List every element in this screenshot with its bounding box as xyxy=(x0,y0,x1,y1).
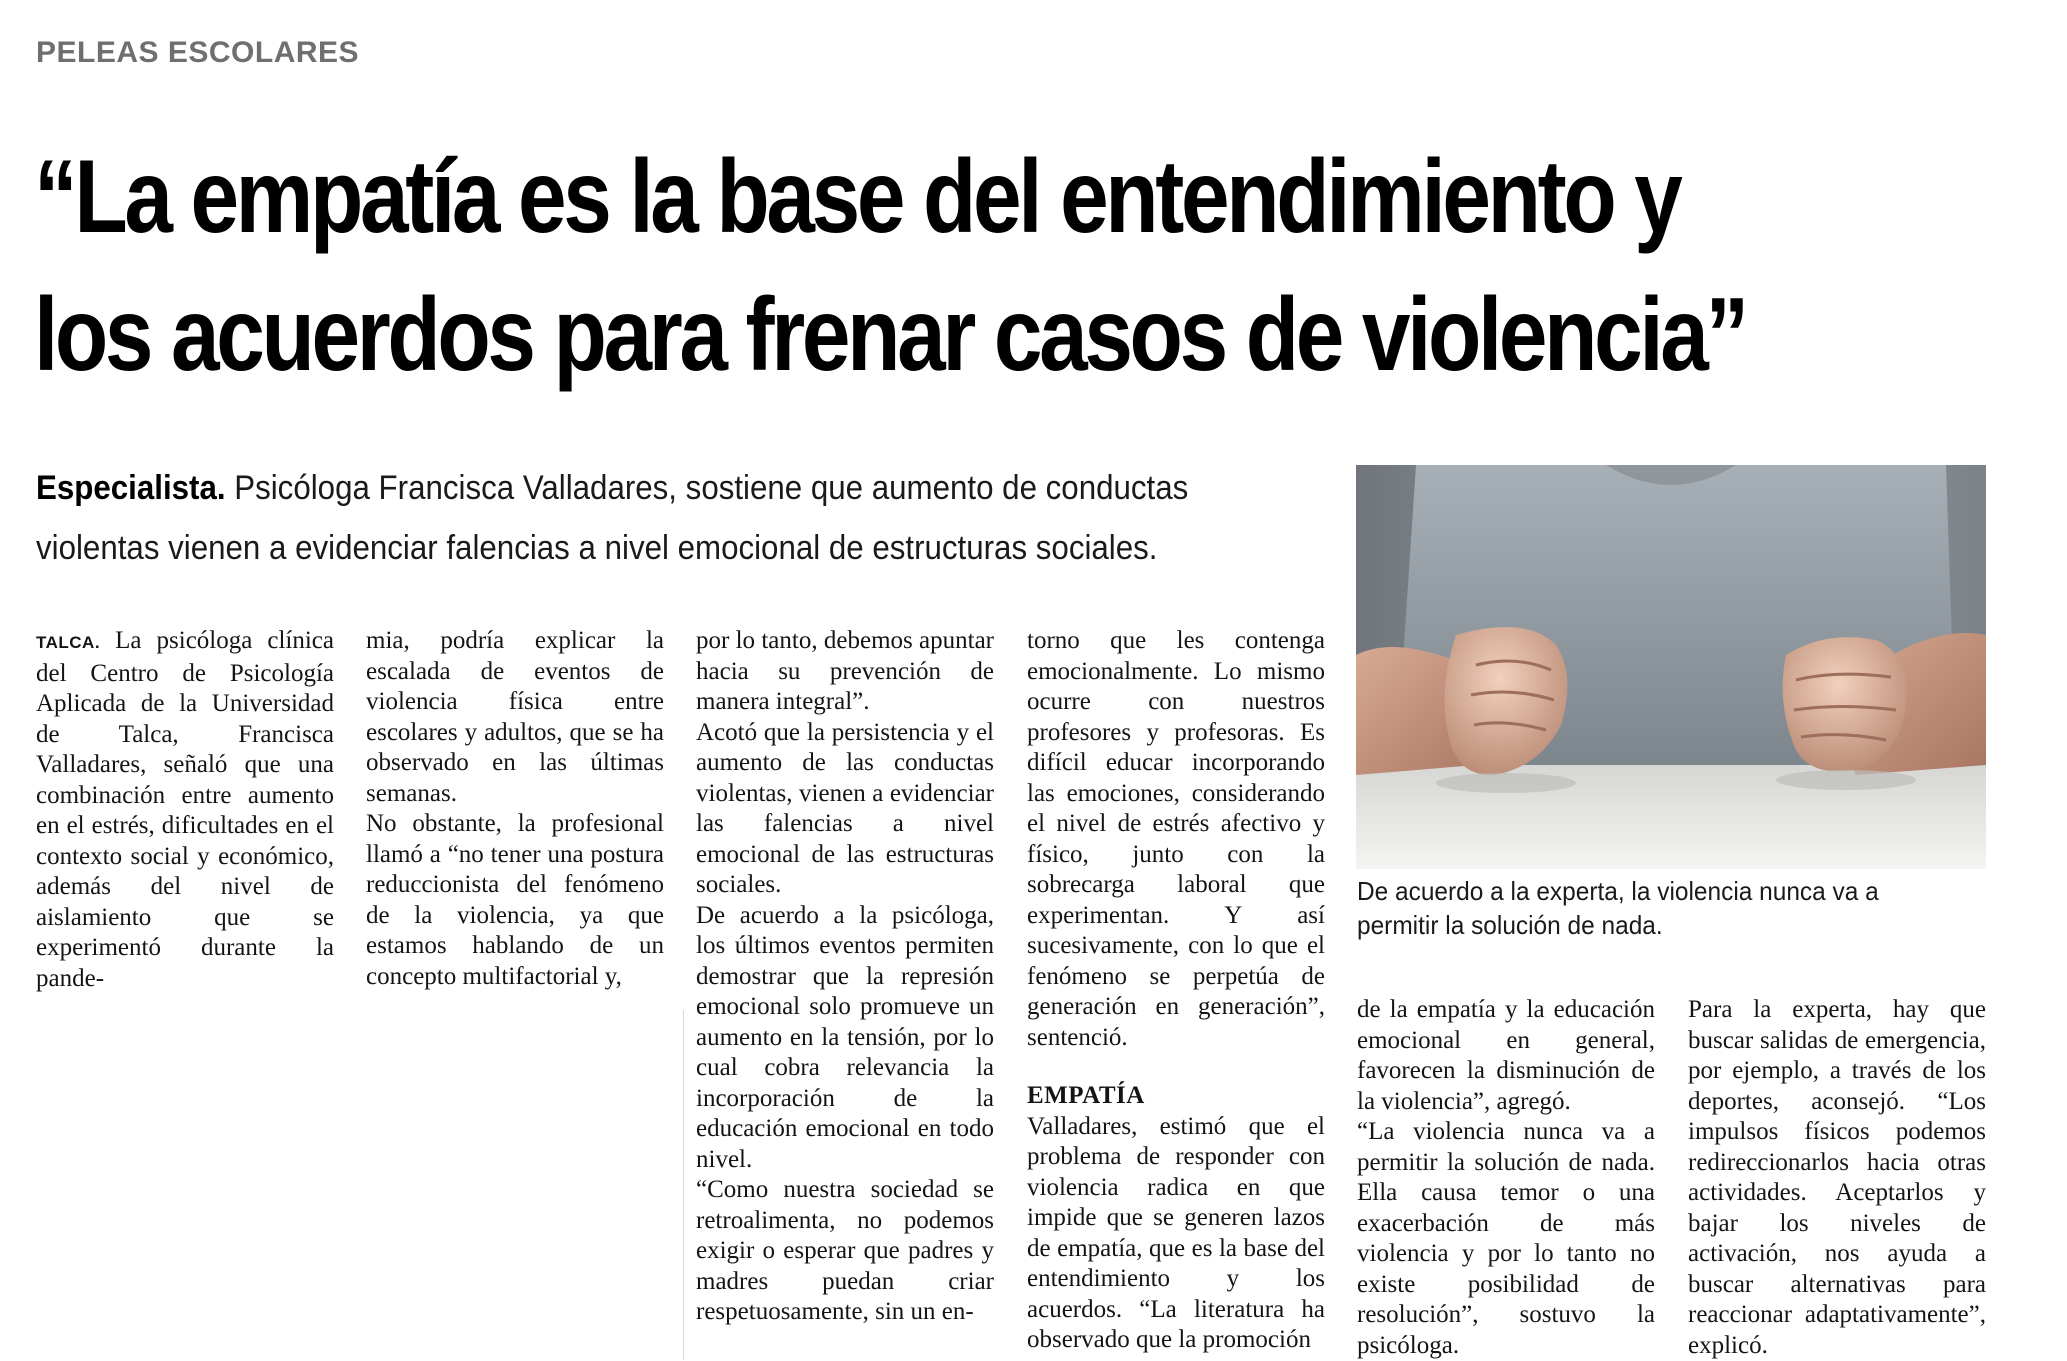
headline-line-2: los acuerdos para frenar casos de violencia” xyxy=(34,277,1746,393)
column-3-paragraph-1: por lo tanto, debemos apuntar hacia su prevención de manera integral”. xyxy=(696,627,994,715)
column-4-paragraph-1: torno que les contenga emocionalmente. Lo mismo ocurre con nuestros profesores y profesoras. Es difícil educar incorporando las emociones, considerando el nivel de estrés afectivo y físico, junto con la sobrecarga laboral que experimentan. Y así sucesivamente, con lo que el fenómeno se perpetúa de generación en generación”, sentenció. xyxy=(1027,627,1325,1051)
column-2-paragraph-1: mia, podría explicar la escalada de eventos de violencia física entre escolares y adultos, que se ha observado en las últimas semanas. xyxy=(366,627,664,807)
deck-text: Psicóloga Francisca Valladares, sostiene que aumento de conductas violentas vienen a evidenciar falencias a nivel emocional de estructuras sociales. xyxy=(36,469,1189,567)
column-3-paragraph-3: De acuerdo a la psicóloga, los últimos eventos permiten demostrar que la represión emocional solo promueve un aumento en la tensión, por lo cual cobra relevancia la incorporación de la educación emocional en todo nivel. xyxy=(696,901,994,1173)
deck-lead: Especialista. xyxy=(36,469,226,507)
subhead-empatia: EMPATÍA xyxy=(1027,1082,1145,1109)
column-6-paragraph-1: Para la experta, hay que buscar salidas de emergencia, por ejemplo, a través de los deportes, aconsejó. “Los impulsos físicos podemos redireccionarlos hacia otras actividades. Aceptarlos y bajar los niveles de activación, nos ayuda a buscar alternativas para reaccionar adaptativamente”, explicó. xyxy=(1688,996,1986,1359)
article-column-1 xyxy=(36,626,334,994)
column-3-paragraph-2: Acotó que la persistencia y el aumento de las conductas violentas, vienen a evidenciar las falencias a nivel emocional de las estructuras sociales. xyxy=(696,718,994,898)
clenched-fists-image xyxy=(1356,465,1986,869)
article-column-4 xyxy=(1027,626,1325,1356)
headline-line-1: “La empatía es la base del entendimiento y xyxy=(34,139,1680,255)
article-column-5 xyxy=(1357,995,1655,1361)
deck xyxy=(36,458,1232,578)
column-1-paragraph xyxy=(36,626,334,994)
column-2-paragraph-2: No obstante, la profesional llamó a “no tener una postura reduccionista del fenómeno de la violencia, ya que estamos hablando de un concepto multifactorial y, xyxy=(366,810,664,990)
column-1-text: La psicóloga clínica del Centro de Psicología Aplicada de la Universidad de Talca, Francisca Valladares, señaló que una combinación entre aumento en el estrés, dificultades en el contexto social y económico, además del nivel de aislamiento que se experimentó durante la pande- xyxy=(36,627,334,992)
headline xyxy=(34,128,1746,404)
photo-caption: De acuerdo a la experta, la violencia nunca va a permitir la solución de nada. xyxy=(1357,876,1879,940)
article-column-3 xyxy=(696,626,994,1328)
article-column-2 xyxy=(366,626,664,992)
column-4-paragraph-2: Valladares, estimó que el problema de responder con violencia radica en que impide que se generen lazos de empatía, que es la base del entendimiento y los acuerdos. “La literatura ha observado que la promoción xyxy=(1027,1112,1325,1353)
column-divider xyxy=(683,1010,684,1360)
article-column-6 xyxy=(1688,995,1986,1361)
dateline: TALCA. xyxy=(36,633,101,652)
section-label: PELEAS ESCOLARES xyxy=(36,36,360,69)
column-3-paragraph-4: “Como nuestra sociedad se retroalimenta, no podemos exigir o esperar que padres y madres puedan criar respetuosamente, sin un en- xyxy=(696,1176,994,1325)
article-photo xyxy=(1356,465,1986,869)
column-5-paragraph-1: de la empatía y la educación emocional en general, favorecen la disminución de la violencia”, agregó. xyxy=(1357,996,1655,1115)
column-5-paragraph-2: “La violencia nunca va a permitir la solución de nada. Ella causa temor o una exacerbación de más violencia y por lo tanto no existe posibilidad de resolución”, sostuvo la psicóloga. xyxy=(1357,1118,1655,1359)
